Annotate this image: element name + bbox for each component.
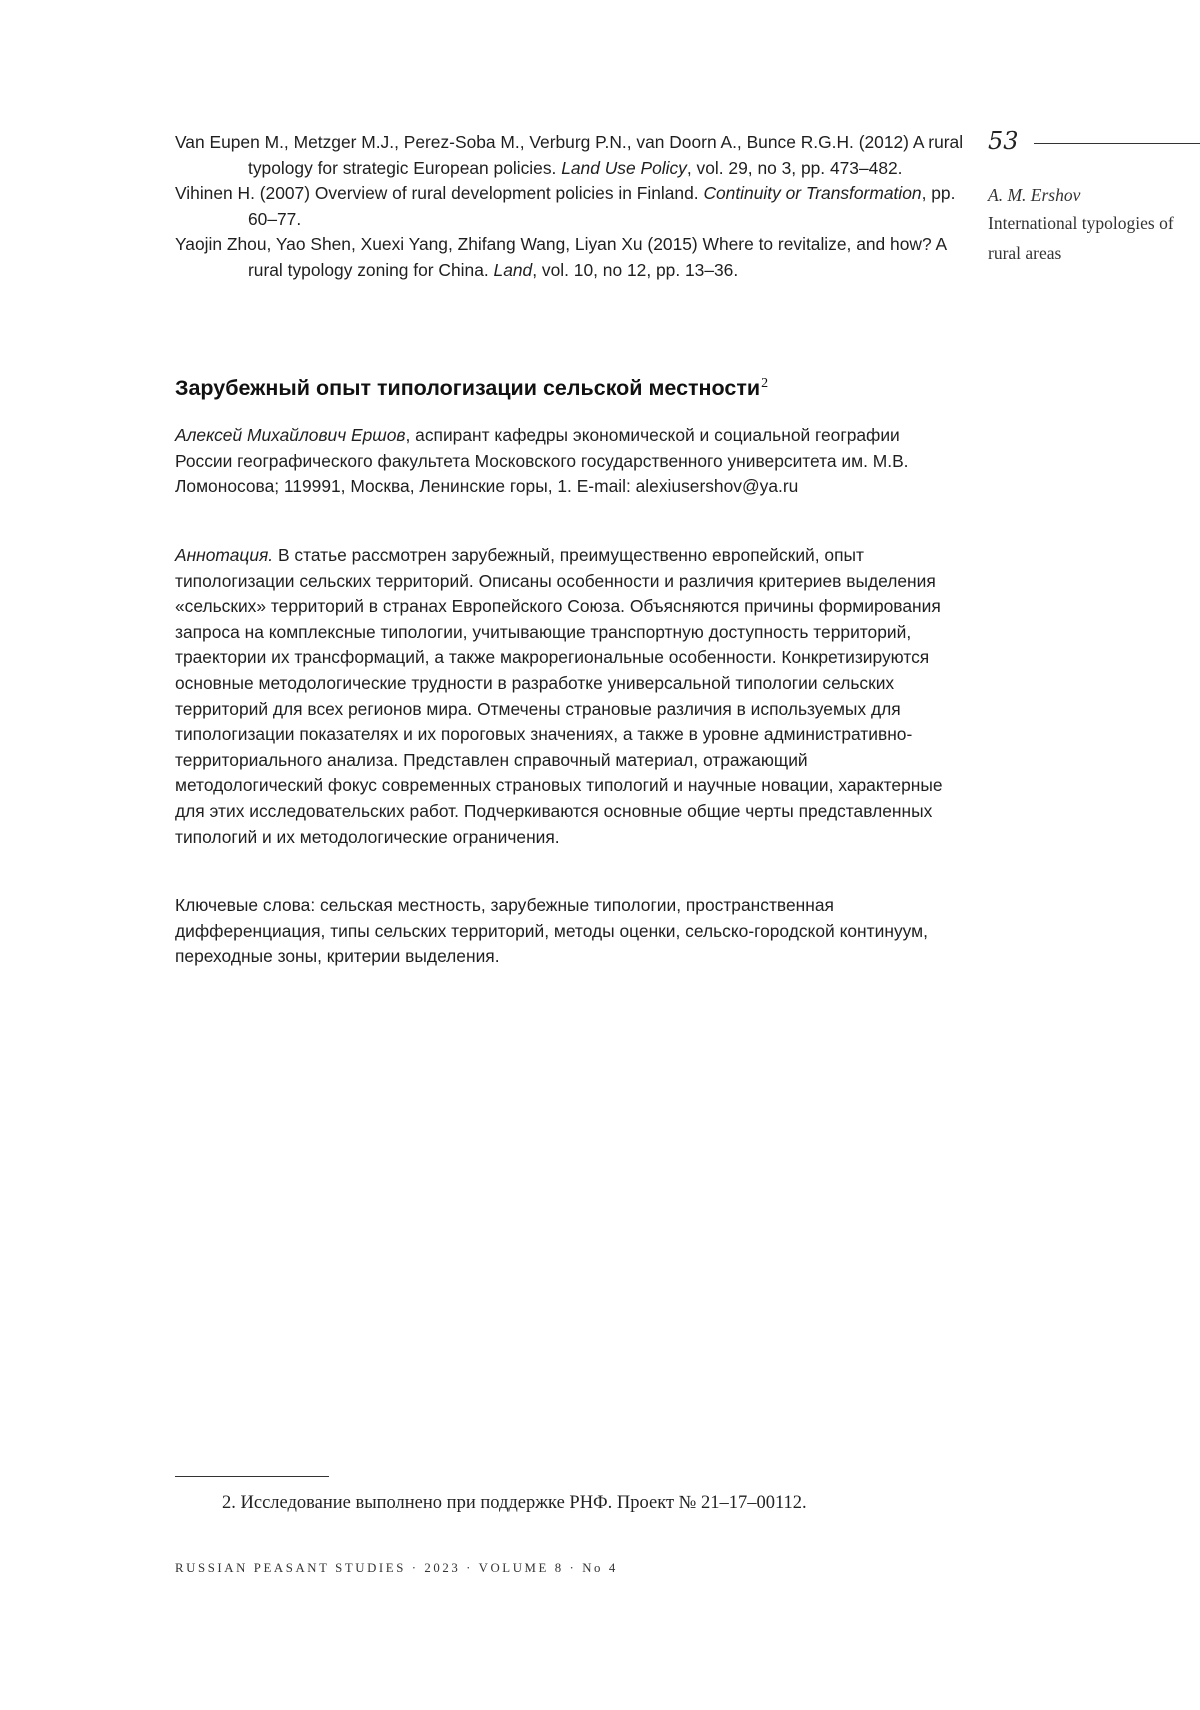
- reference-list: [175, 130, 975, 283]
- running-header: [988, 126, 1200, 268]
- article-title: [175, 376, 975, 401]
- journal-footer: RUSSIAN PEASANT STUDIES · 2023 · VOLUME 8 · No 4: [175, 1561, 618, 1576]
- abstract-label: Аннотация.: [175, 545, 273, 565]
- running-title: International typologies of rural areas: [988, 209, 1200, 268]
- article-title-text: Зарубежный опыт типологизации сельской местности: [175, 376, 760, 400]
- page-number-row: [988, 126, 1200, 156]
- footnote-marker: 2: [761, 376, 768, 391]
- keywords: Ключевые слова: сельская местность, зарубежные типологии, пространственная дифференциация, типы сельских территорий, методы оценки, сельско-городской континуум, переходные зоны, критерии выделения.: [175, 893, 955, 970]
- reference-item: Vihinen H. (2007) Overview of rural development policies in Finland. Continuity or Transfor­mation, pp. 60–77.: [175, 181, 975, 232]
- reference-item: Yaojin Zhou, Yao Shen, Xuexi Yang, Zhifang Wang, Liyan Xu (2015) Where to revitalize, and how? A rural typology zoning for China. Land, vol. 10, no 12, pp. 13–36.: [175, 232, 975, 283]
- running-author: A. M. Ershov: [988, 181, 1200, 209]
- author-name: Алексей Михайлович Ершов: [175, 425, 406, 445]
- author-info: [175, 423, 955, 500]
- reference-item: Van Eupen M., Metzger M.J., Perez-Soba M., Verburg P.N., van Doorn A., Bunce R.G.H. (2012) A rural typology for strategic European policies. Land Use Policy, vol. 29, no 3, pp. 473–482.: [175, 130, 975, 181]
- footnote-rule: [175, 1476, 329, 1477]
- page-number: 53: [988, 127, 1034, 155]
- header-rule: [1034, 143, 1200, 144]
- footnote: 2. Исследование выполнено при поддержке РНФ. Проект № 21–17–00112.: [222, 1493, 982, 1514]
- abstract-text: В статье рассмотрен зарубежный, преимущественно европейский, опыт типологизации сельских территорий. Описаны особенности и различия критери­ев выделения «сельских» территорий в странах Европейского Союза. Объясняются причины формирования запроса на комплексные типологии, учитывающие транс­портную доступность территорий, траектории их трансформаций, а также макроре­гиональные особенности. Конкретизируются основные методологические трудно­сти в разработке универсальной типологии сельских территорий для всех регионов мира. Отмечены страновые различия в используемых для типологизации показа­телях и их пороговых значениях, а также в уровне административно-территориаль­ного анализа. Представлен справочный материал, отражающий методологический фокус современных страновых типологий и научные новации, характерные для этих исследовательских работ. Подчеркиваются основные общие черты представленных типологий и их методологические ограничения.: [175, 545, 943, 847]
- abstract: [175, 543, 955, 850]
- author-affiliation: , аспирант кафедры экономической и социальной географии России географического факультета Московского государственного университета им. М.В. Ломоносова; 119991, Москва, Ленинские горы, 1. E-mail: alexiusershov@ya.ru: [175, 425, 909, 496]
